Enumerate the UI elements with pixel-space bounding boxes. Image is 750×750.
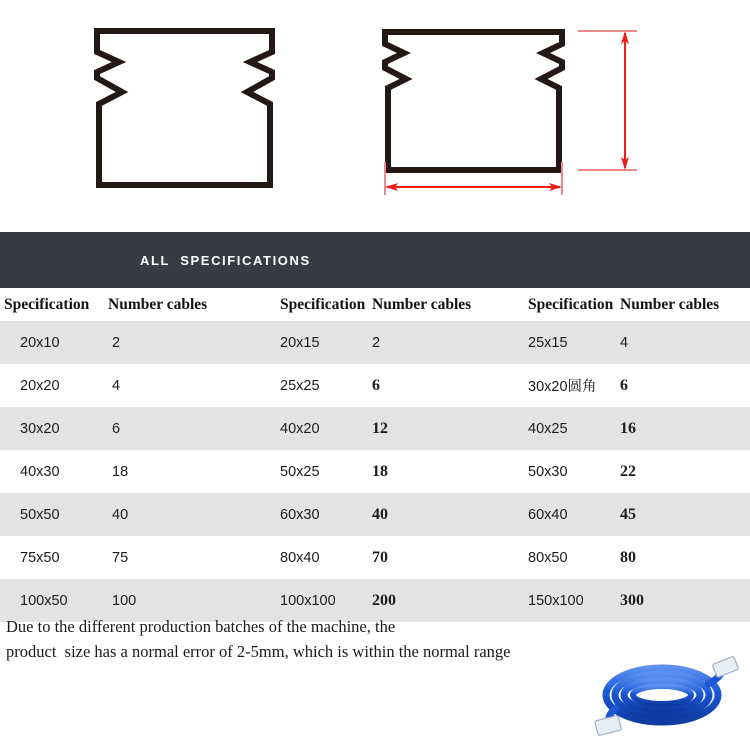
table-row [0, 450, 750, 493]
cell-number-cables [604, 536, 750, 579]
table-row [0, 364, 750, 407]
table-header-row [0, 288, 750, 321]
cell-number-cables [354, 450, 500, 493]
table-row [0, 536, 750, 579]
table-row [0, 493, 750, 536]
cell-specification: 30x20圆角 [500, 364, 604, 407]
cell-specification: 50x30 [500, 450, 604, 493]
cell-number-cables: 2 [354, 321, 500, 364]
cell-value: 40 [372, 505, 388, 523]
right-trunking-diagram [385, 31, 637, 195]
rj45-connector-left [595, 715, 622, 735]
cell-specification: 20x20 [0, 364, 104, 407]
width-dimension [385, 162, 562, 195]
cell-number-cables [354, 493, 500, 536]
cell-specification: 60x40 [500, 493, 604, 536]
cell-value: 16 [620, 419, 636, 437]
cell-value: 80 [620, 548, 636, 566]
cell-number-cables: 2 [104, 321, 250, 364]
cell-specification: 40x20 [250, 407, 354, 450]
cell-number-cables [354, 364, 500, 407]
cell-value: 300 [620, 591, 644, 609]
cell-value: 6 [620, 376, 628, 394]
specifications-table [0, 288, 750, 622]
cell-specification: 75x50 [0, 536, 104, 579]
cell-specification: 50x25 [250, 450, 354, 493]
column-header-number-cables-2: Number cables [354, 288, 500, 321]
cell-specification: 80x50 [500, 536, 604, 579]
cell-number-cables: 40 [104, 493, 250, 536]
column-header-number-cables-3: Number cables [604, 288, 750, 321]
cell-number-cables: 18 [104, 450, 250, 493]
cell-specification: 40x25 [500, 407, 604, 450]
cell-number-cables [354, 536, 500, 579]
cell-value: 22 [620, 462, 636, 480]
cell-specification: 30x20 [0, 407, 104, 450]
cell-number-cables [604, 450, 750, 493]
cell-number-cables: 6 [104, 407, 250, 450]
cell-number-cables [354, 407, 500, 450]
disclaimer-line-1: Due to the different production batches of the machine, the [6, 617, 396, 636]
cell-specification: 40x30 [0, 450, 104, 493]
cell-specification: 150x100 [500, 579, 604, 622]
cell-number-cables [604, 364, 750, 407]
table-row [0, 321, 750, 364]
left-trunking-diagram [97, 31, 272, 185]
table-row [0, 407, 750, 450]
cell-specification: 25x25 [250, 364, 354, 407]
cell-value: 200 [372, 591, 396, 609]
blue-ethernet-cable-coil-image [588, 650, 746, 742]
cell-value: 45 [620, 505, 636, 523]
cell-specification: 100x100 [250, 579, 354, 622]
cell-number-cables [604, 493, 750, 536]
cell-specification: 20x10 [0, 321, 104, 364]
cell-specification: 60x30 [250, 493, 354, 536]
cell-number-cables: 4 [104, 364, 250, 407]
cell-value: 12 [372, 419, 388, 437]
cell-number-cables: 100 [104, 579, 250, 622]
column-header-specification-2: Specification [250, 288, 354, 321]
height-dimension [578, 31, 637, 170]
cell-value: 6 [372, 376, 380, 394]
disclaimer-line-2: product size has a normal error of 2-5mm, which is within the normal range [6, 642, 511, 661]
cell-specification: 50x50 [0, 493, 104, 536]
rj45-connector-right [712, 656, 739, 678]
table-body [0, 321, 750, 622]
cell-specification: 20x15 [250, 321, 354, 364]
cell-specification: 80x40 [250, 536, 354, 579]
product-diagram-area [0, 0, 750, 222]
column-header-specification-1: Specification [0, 288, 104, 321]
column-header-specification-3: Specification [500, 288, 604, 321]
all-specifications-banner [0, 232, 750, 288]
cell-value: 18 [372, 462, 388, 480]
cell-specification: 100x50 [0, 579, 104, 622]
banner-title: ALL SPECIFICATIONS [140, 252, 311, 268]
cell-value: 70 [372, 548, 388, 566]
cell-number-cables [604, 407, 750, 450]
cell-number-cables: 4 [604, 321, 750, 364]
column-header-number-cables-1: Number cables [104, 288, 250, 321]
cell-specification: 25x15 [500, 321, 604, 364]
cell-number-cables: 75 [104, 536, 250, 579]
